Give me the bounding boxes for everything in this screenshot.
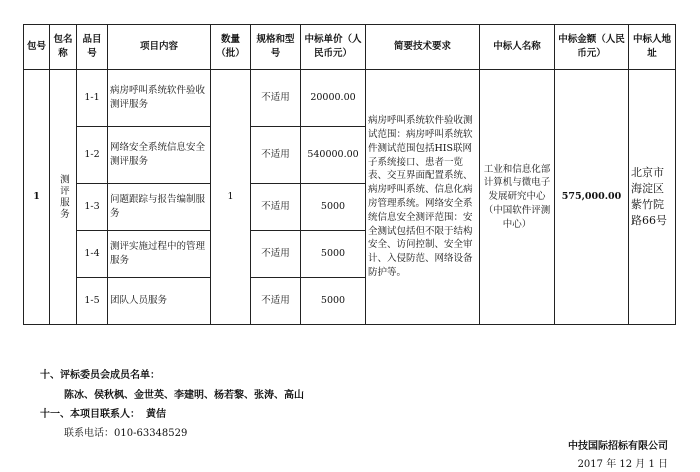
committee-title: 十、评标委员会成员名单： — [40, 370, 160, 381]
item-no: 1-1 — [77, 70, 108, 127]
winner-address-cell: 北京市海淀区紫竹院路66号 — [629, 70, 676, 325]
contact-name: 黄佶 — [146, 409, 166, 420]
header-pkg: 包号 — [24, 25, 50, 70]
company-name: 中技国际招标有限公司 — [568, 441, 668, 452]
document-date: 2017 年 12 月 1 日 — [577, 459, 668, 470]
item-price: 5000 — [301, 278, 366, 325]
item-no: 1-4 — [77, 231, 108, 278]
item-spec: 不适用 — [251, 184, 301, 231]
table-row — [24, 70, 676, 127]
amount-cell: 575,000.00 — [555, 70, 629, 325]
item-price: 540000.00 — [301, 127, 366, 184]
header-item-no: 品目号 — [77, 25, 108, 70]
header-row — [24, 25, 676, 70]
header-spec: 规格和型号 — [251, 25, 301, 70]
header-item-content: 项目内容 — [108, 25, 211, 70]
item-content: 病房呼叫系统软件验收测评服务 — [108, 70, 211, 127]
winner-name-cell: 工业和信息化部计算机与微电子发展研究中心（中国软件评测中心） — [480, 70, 555, 325]
contact-line — [40, 405, 166, 420]
item-content: 网络安全系统信息安全测评服务 — [108, 127, 211, 184]
item-price: 5000 — [301, 231, 366, 278]
item-no: 1-3 — [77, 184, 108, 231]
header-winner: 中标人名称 — [480, 25, 555, 70]
item-content: 测评实施过程中的管理服务 — [108, 231, 211, 278]
header-unit-price: 中标单价（人民币元） — [301, 25, 366, 70]
quantity-cell: 1 — [211, 70, 251, 325]
header-address: 中标人地址 — [629, 25, 676, 70]
tech-requirements-cell: 病房呼叫系统软件验收测试范围：病房呼叫系统软件测试范围包括HIS联网子系统接口、患者一览表、交互界面配置系统、病房呼叫系统、信息化病房管理系统。网络安全系统信息安全测评范围：安全测试包括但不限于结构安全、访问控制、安全审计、入侵防范、网络设备防护等。 — [366, 70, 480, 325]
committee-members: 陈冰、侯秋枫、金世英、李建明、杨若黎、张涛、高山 — [64, 390, 304, 401]
item-spec: 不适用 — [251, 231, 301, 278]
package-name: 测评服务 — [57, 174, 69, 220]
contact-phone: 联系电话：010-63348529 — [64, 428, 188, 439]
award-table — [23, 24, 676, 325]
contact-title: 十一、本项目联系人： — [40, 409, 140, 420]
header-tech-req: 简要技术要求 — [366, 25, 480, 70]
header-pkg-name: 包名称 — [50, 25, 77, 70]
header-qty: 数量（批） — [211, 25, 251, 70]
item-content: 团队人员服务 — [108, 278, 211, 325]
package-name-cell — [50, 70, 77, 325]
item-price: 5000 — [301, 184, 366, 231]
item-spec: 不适用 — [251, 70, 301, 127]
item-no: 1-5 — [77, 278, 108, 325]
item-no: 1-2 — [77, 127, 108, 184]
package-no-cell: 1 — [24, 70, 50, 325]
item-spec: 不适用 — [251, 278, 301, 325]
item-content: 问题跟踪与报告编制服务 — [108, 184, 211, 231]
header-amount: 中标金额（人民币元） — [555, 25, 629, 70]
item-spec: 不适用 — [251, 127, 301, 184]
item-price: 20000.00 — [301, 70, 366, 127]
